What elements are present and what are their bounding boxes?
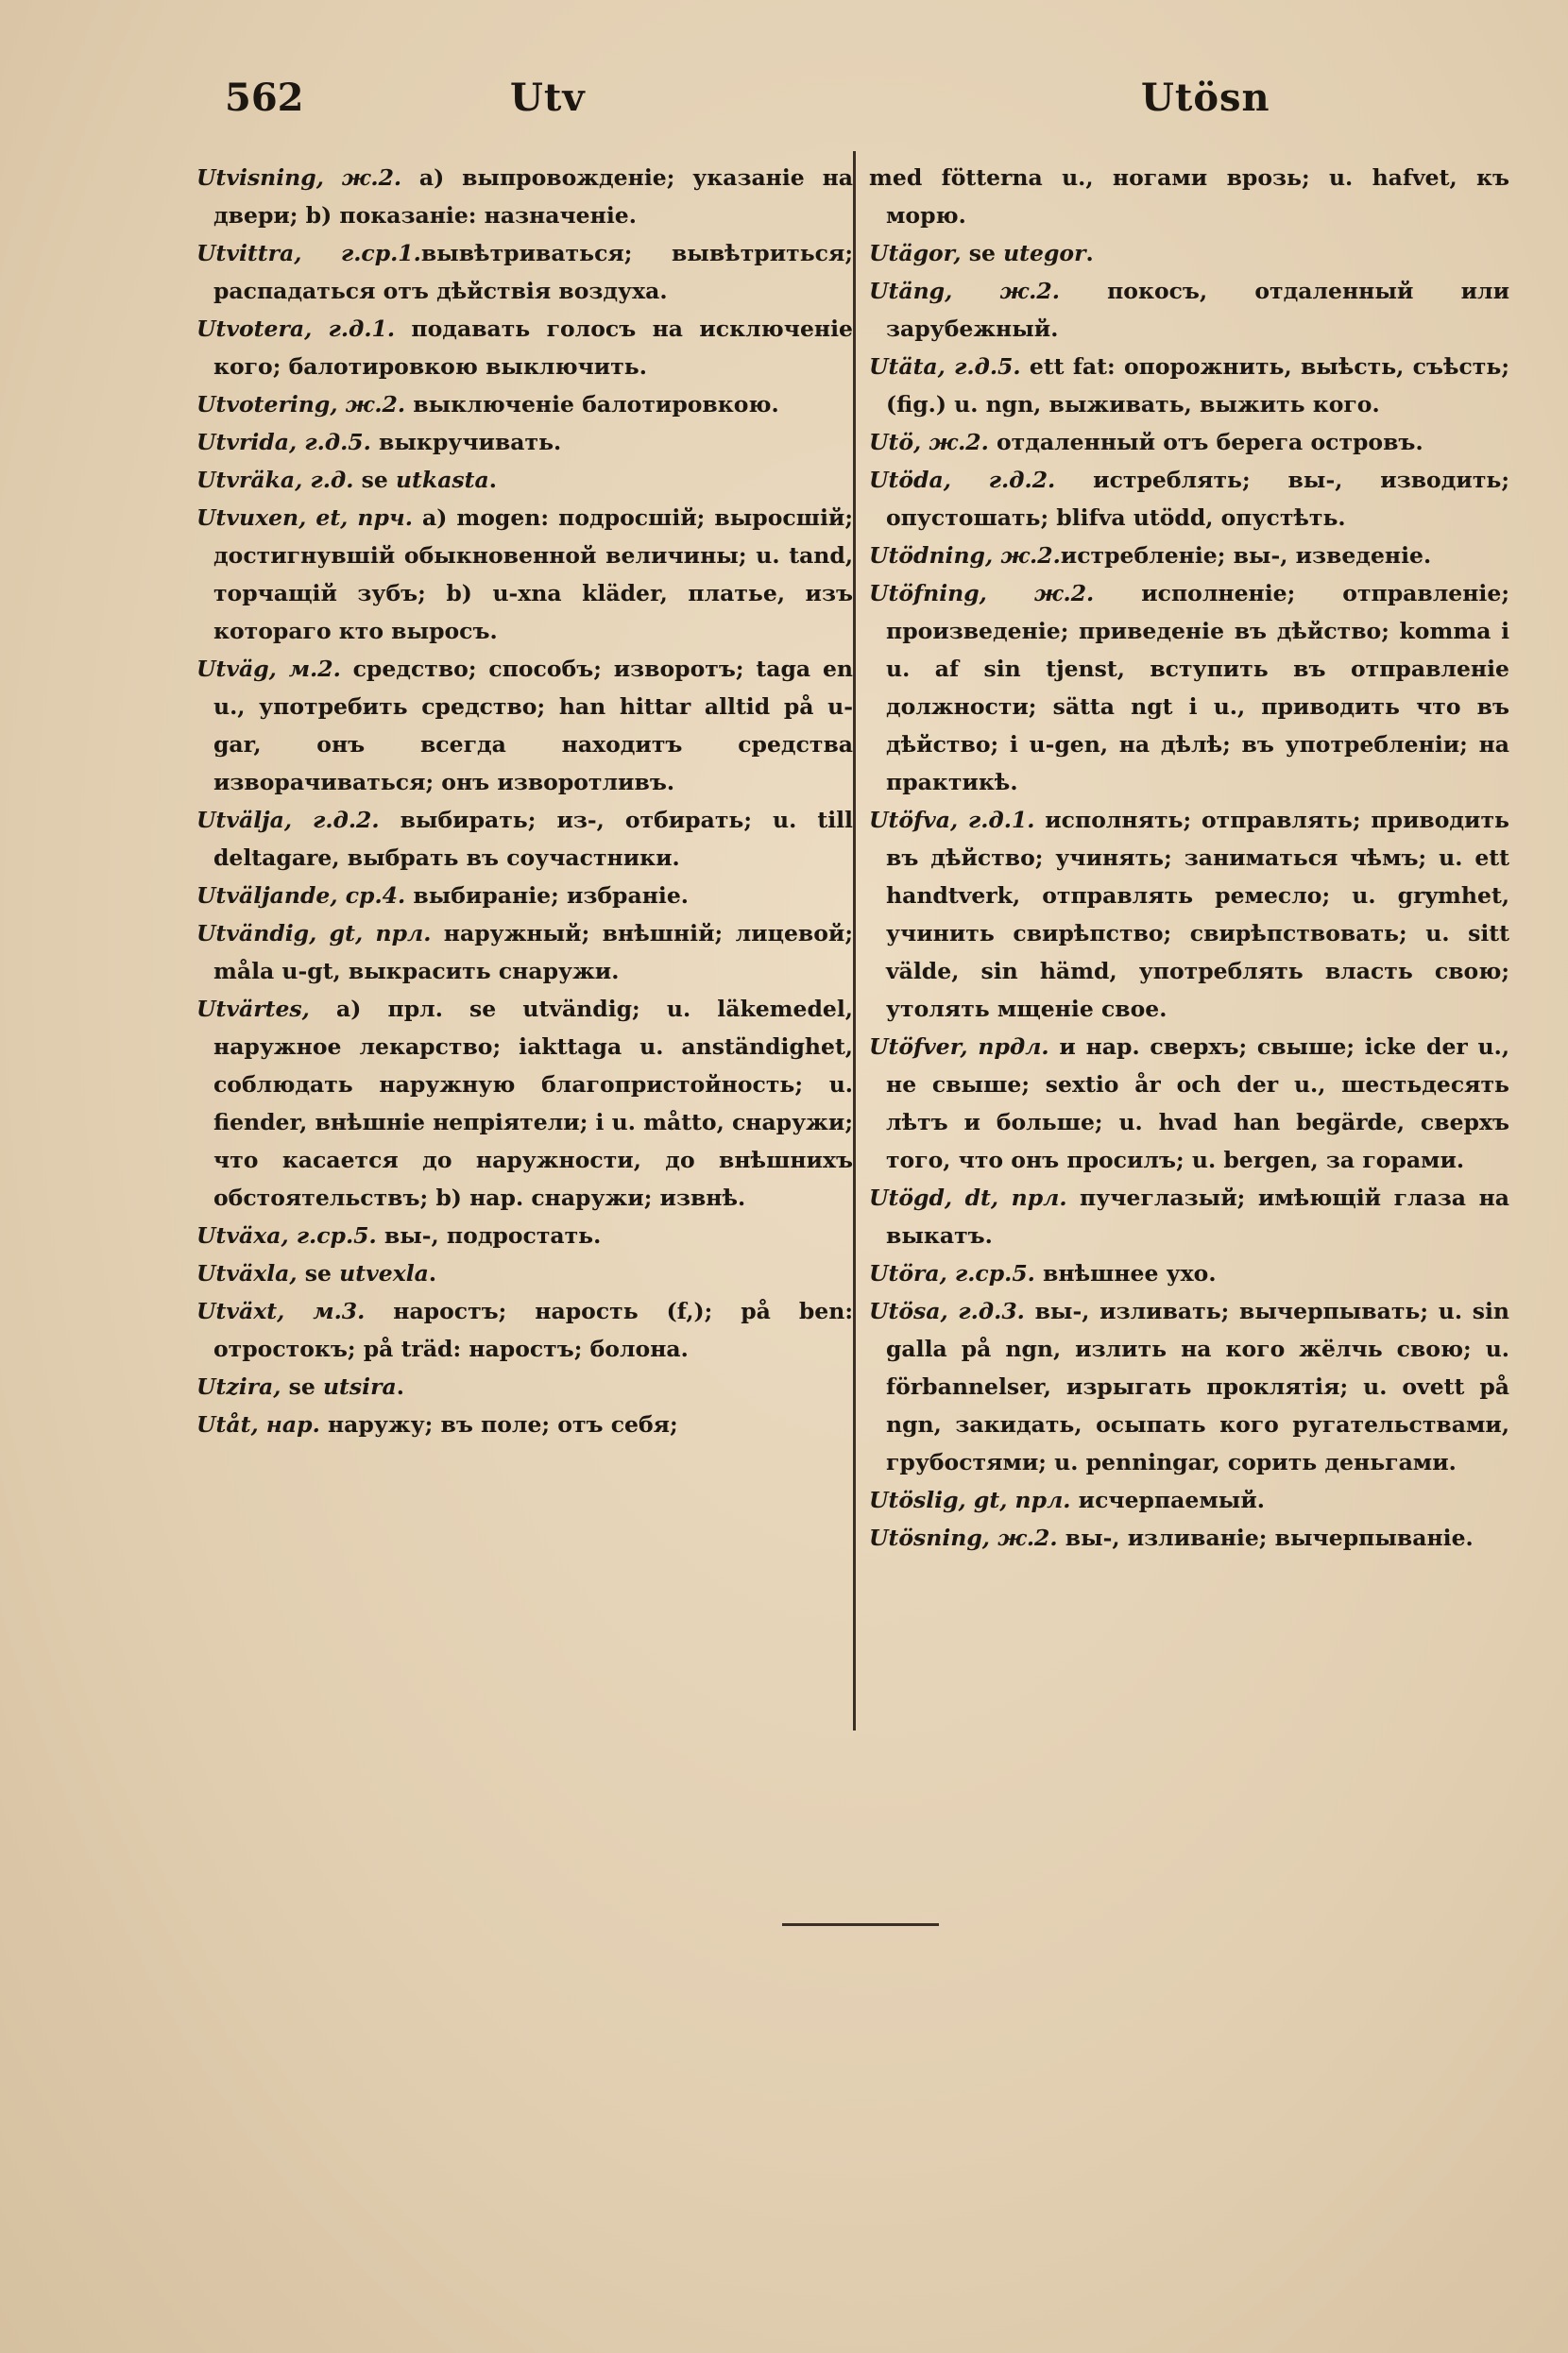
dictionary-entry [869, 1481, 1509, 1519]
entry-definition: а) выпровожденіе; указаніе на двери; b) показаніе: назначеніе. [213, 164, 853, 229]
footer-rule [782, 1923, 939, 1926]
dictionary-entry [196, 310, 853, 385]
entry-headword: Utösa [869, 1298, 941, 1324]
entry-grammar: , ж.2. [981, 1525, 1058, 1551]
entry-grammar: , ж.2. [315, 164, 402, 191]
entry-definition: med fötterna u., ногами врозь; u. hafvet, къ морю. [869, 164, 1509, 229]
entry-grammar: , г.ср.5. [939, 1260, 1035, 1287]
right-column [869, 159, 1509, 1557]
entry-grammar: , г.д.3. [940, 1298, 1025, 1324]
entry-definition: наружу; въ поле; отъ себя; [319, 1411, 678, 1438]
entry-grammar: , прдл. [960, 1033, 1049, 1060]
entry-definition: вывѣтриваться; вывѣтриться; распадаться отъ дѣйствія воздуха. [213, 240, 853, 304]
entry-definition: вы-, подростать. [376, 1222, 602, 1249]
entry-grammar: , gt, прл. [309, 920, 432, 946]
entry-headword: Utvittra [196, 240, 295, 266]
entry-grammar: , [289, 1260, 298, 1287]
entry-headword: Utäta [869, 353, 938, 380]
column-divider [853, 151, 856, 1731]
entry-grammar: , [301, 996, 310, 1022]
entry-grammar: , ж.2. [979, 580, 1095, 606]
entry-definition: а) прл. se utvändig; u. läkemedel, наружное лекарство; iakttaga u. anständighet, соблюдать наружную благопристойность; u. fiender, внѣшніе непріятели; i u. måtto, снаружи; что касается до наружности, до внѣшнихъ обстоятельствъ; b) нар. снаружи; извнѣ. [213, 996, 853, 1211]
dictionary-entry [869, 423, 1509, 461]
dictionary-entry [196, 1368, 853, 1406]
entry-headword: Utväxa [196, 1222, 281, 1249]
entry-headword: Utöslig [869, 1487, 959, 1513]
entry-grammar: , г.ср.5. [281, 1222, 377, 1249]
right-guide-word: Utösn [1141, 76, 1270, 120]
dictionary-entry [869, 348, 1509, 423]
entry-grammar: , г.д.1. [304, 315, 396, 342]
entry-headword: Utväg [196, 656, 269, 682]
dictionary-entry [869, 801, 1509, 1028]
entry-definition: подавать голосъ на исключеніе кого; балотировкою выключить. [213, 315, 853, 380]
page-header [0, 76, 1568, 132]
entry-definition: истреблять; вы-, изводить; опустошать; blifva utödd, опустѣть. [886, 467, 1509, 531]
entry-definition: se [961, 240, 1004, 266]
dictionary-entry [196, 423, 853, 461]
entry-crossref: utsira [322, 1373, 397, 1400]
entry-grammar: , г.д. [295, 467, 354, 493]
page-number: 562 [225, 76, 304, 120]
entry-definition: средство; способъ; изворотъ; taga en u., употребить средство; han hittar alltid på u-gar, онъ всегда находитъ средства изворачиваться; онъ изворотливъ. [213, 656, 854, 795]
dictionary-entry [869, 234, 1509, 272]
entry-definition: пучеглазый; имѣющій глаза на выкатъ. [886, 1185, 1509, 1249]
entry-headword: Utöfning [869, 580, 980, 606]
dictionary-entry [869, 537, 1509, 574]
entry-definition: исполнять; отправлять; приводить въ дѣйство; учинять; заниматься чѣмъ; u. ett handtverk, отправлять ремесло; u. grymhet, учинить свирѣпство; свирѣпствовать; u. sitt välde, sin hämd, употреблять власть свою; утолять мщеніе свое. [886, 807, 1509, 1022]
entry-grammar: , м.3. [277, 1298, 366, 1324]
entry-definition: а) mogen: подросшій; выросшій; достигнувшій обыкновенной величины; u. tand, торчащій зубъ; b) u-xna kläder, платье, изъ котораго кто выросъ. [213, 504, 853, 644]
entry-grammar: , ср.4. [330, 882, 406, 909]
dictionary-entry [196, 801, 853, 877]
entry-headword: Utväxla [196, 1260, 290, 1287]
dictionary-entry [869, 1519, 1509, 1557]
dictionary-entry [196, 877, 853, 914]
dictionary-entry [869, 159, 1509, 234]
dictionary-entry [196, 914, 853, 990]
entry-headword: Utödning [869, 542, 985, 569]
dictionary-entry [196, 1217, 853, 1254]
entry-grammar: , ж.2. [913, 429, 989, 455]
entry-headword: Utvärtes [196, 996, 302, 1022]
entry-grammar: , м.2. [268, 656, 341, 682]
entry-definition: наружный; внѣшній; лицевой; måla u-gt, выкрасить снаружи. [213, 920, 854, 984]
entry-headword: Utzira [196, 1373, 274, 1400]
entry-definition: выбираніе; избраніе. [405, 882, 689, 909]
entry-definition: вы-, изливать; вычерпывать; u. sin galla på ngn, излить на кого жёлчь свою; u. förbannelser, изрыгать проклятія; u. ovett på ngn, закидать, осыпать кого ругательствами, грубостями; u. penningar, сорить деньгами. [886, 1298, 1509, 1475]
entry-headword: Utväljande [196, 882, 331, 909]
entry-definition: истребленіе; вы-, изведеніе. [1060, 542, 1432, 569]
entry-headword: Utöfver [869, 1033, 961, 1060]
dictionary-entry [196, 650, 853, 801]
entry-grammar: , г.д.5. [288, 429, 371, 455]
entry-headword: Utöfva [869, 807, 951, 833]
entry-grammar: , ж.2. [985, 542, 1061, 569]
entry-headword: Utvisning [196, 164, 316, 191]
dictionary-entry [869, 1254, 1509, 1292]
entry-headword: Utväxt [196, 1298, 278, 1324]
entry-grammar: , gt, прл. [958, 1487, 1071, 1513]
entry-definition: внѣшнее ухо. [1034, 1260, 1217, 1287]
entry-tail: . [1085, 240, 1094, 266]
entry-definition: исполненіе; отправленіе; произведеніе; приведеніе въ дѣйство; komma i u. af sin tjenst, вступить въ отправленіе должности; sätta ngt i u., приводить что въ дѣйство; i u-gen, на дѣлѣ; въ употребленіи; на практикѣ. [886, 580, 1509, 795]
dictionary-entry [196, 234, 853, 310]
dictionary-entry [869, 574, 1509, 801]
entry-headword: Utåt [196, 1411, 251, 1438]
dictionary-entry [196, 1292, 853, 1368]
entry-grammar: , dt, прл. [944, 1185, 1067, 1211]
entry-crossref: utegor [1003, 240, 1086, 266]
dictionary-entry [196, 461, 853, 499]
entry-headword: Utvuxen [196, 504, 299, 531]
entry-headword: Utöda [869, 467, 944, 493]
dictionary-entry [196, 159, 853, 234]
entry-definition: наростъ; нарость (f,); på ben: отростокъ; på träd: наростъ; болона. [213, 1298, 853, 1362]
entry-definition: выбирать; из-, отбирать; u. till deltagare, выбрать въ соучастники. [213, 807, 853, 871]
entry-headword: Utvräka [196, 467, 296, 493]
dictionary-entry [196, 499, 853, 650]
entry-headword: Utvändig [196, 920, 310, 946]
entry-headword: Utvälja [196, 807, 284, 833]
entry-headword: Utägor [869, 240, 954, 266]
entry-grammar: , [953, 240, 962, 266]
entry-grammar: , г.д.2. [943, 467, 1056, 493]
entry-crossref: utvexla [339, 1260, 429, 1287]
entry-headword: Utö [869, 429, 914, 455]
entry-headword: Utvrida [196, 429, 289, 455]
entry-definition: выкручивать. [370, 429, 562, 455]
entry-grammar: , ж.2. [330, 391, 406, 418]
entry-definition: se [353, 467, 396, 493]
entry-headword: Utvotering [196, 391, 331, 418]
entry-definition: se [281, 1373, 323, 1400]
left-guide-word: Utv [510, 76, 586, 120]
entry-headword: Utösning [869, 1525, 982, 1551]
left-column [196, 159, 853, 1443]
entry-grammar: , et, прч. [298, 504, 413, 531]
entry-grammar: , г.д.1. [950, 807, 1035, 833]
entry-headword: Utöra [869, 1260, 940, 1287]
entry-headword: Utvotera [196, 315, 305, 342]
dictionary-entry [196, 1254, 853, 1292]
entry-grammar: , нар. [250, 1411, 320, 1438]
dictionary-entry [196, 1406, 853, 1443]
entry-definition: выключеніе балотировкою. [405, 391, 779, 418]
entry-grammar: , г.д.2. [283, 807, 380, 833]
entry-grammar: , г.д.5. [937, 353, 1021, 380]
entry-tail: . [428, 1260, 437, 1287]
dictionary-entry [869, 1292, 1509, 1481]
dictionary-entry [196, 385, 853, 423]
dictionary-entry [869, 272, 1509, 348]
dictionary-entry [869, 461, 1509, 537]
entry-definition: отдаленный отъ берега островъ. [988, 429, 1423, 455]
entry-grammar: , г.ср.1. [294, 240, 421, 266]
entry-tail: . [488, 467, 497, 493]
dictionary-entry [869, 1028, 1509, 1179]
entry-grammar: , [273, 1373, 281, 1400]
entry-definition: вы-, изливаніе; вычерпываніе. [1057, 1525, 1474, 1551]
entry-headword: Utögd [869, 1185, 945, 1211]
entry-tail: . [396, 1373, 404, 1400]
entry-headword: Utäng [869, 278, 946, 304]
entry-definition: se [297, 1260, 340, 1287]
entry-definition: исчерпаемый. [1070, 1487, 1265, 1513]
entry-definition: ett fat: опорожнить, выѣсть, съѣсть; (fig.) u. ngn, выживать, выжить кого. [886, 353, 1509, 418]
entry-grammar: , ж.2. [945, 278, 1060, 304]
entry-definition: и нар. сверхъ; свыше; icke der u., не свыше; sextio år och der u., шестьдесять лѣтъ и больше; u. hvad han begärde, сверхъ того, что онъ просилъ; u. bergen, за горами. [886, 1033, 1509, 1173]
dictionary-entry [196, 990, 853, 1217]
entry-definition: покосъ, отдаленный или зарубежный. [886, 278, 1510, 342]
dictionary-entry [869, 1179, 1509, 1254]
entry-crossref: utkasta [395, 467, 489, 493]
